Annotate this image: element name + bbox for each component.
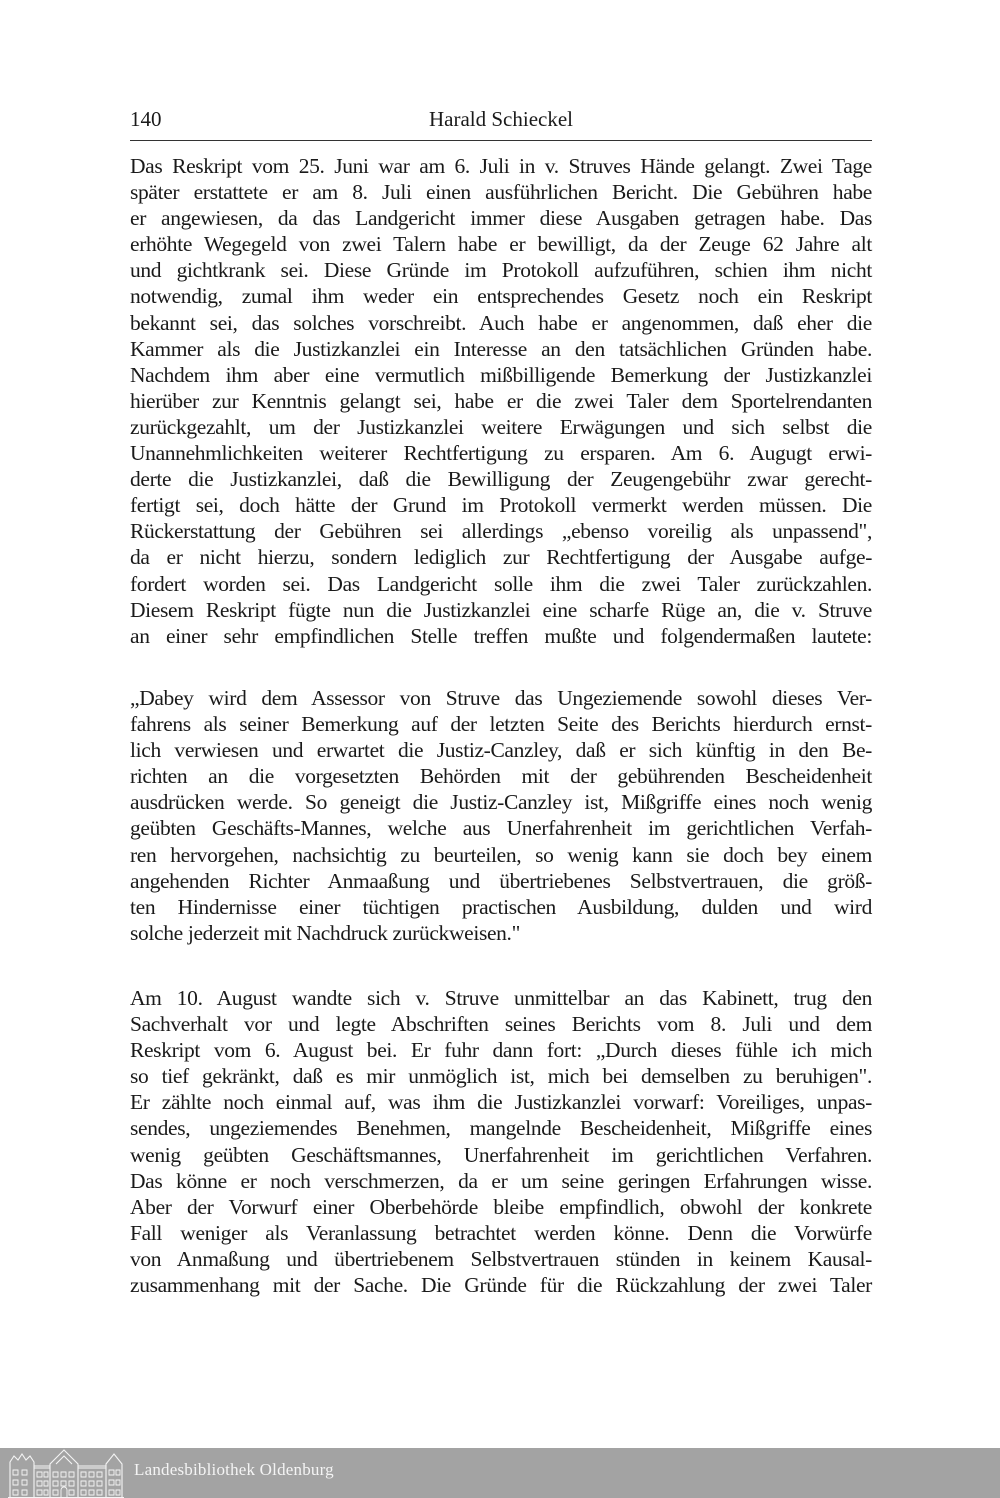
- library-building-icon: [6, 1448, 126, 1498]
- text-line: Rückerstattung der Gebühren sei allerdings „ebenso voreilig als unpassend",: [130, 519, 872, 544]
- text-line: bekannt sei, das solches vorschreibt. Auch habe er angenommen, daß eher die: [130, 310, 872, 335]
- text-line: wenig geübten Geschäftsmannes, Unerfahrenheit im gerichtlichen Verfahren.: [130, 1142, 872, 1167]
- text-line: und gichtkrank sei. Diese Gründe im Protokoll aufzuführen, schien ihm nicht: [130, 258, 872, 283]
- quote-line: fahrens als seiner Bemerkung auf der letzten Seite des Berichts hierdurch ernst-: [130, 712, 872, 737]
- text-line: Nachdem ihm aber eine vermutlich mißbilligende Bemerkung der Justizkanzlei: [130, 362, 872, 387]
- text-line: notwendig, zumal ihm weder ein entsprechendes Gesetz noch ein Reskript: [130, 284, 872, 309]
- quote-line: richten an die vorgesetzten Behörden mit der gebührenden Bescheidenheit: [130, 764, 872, 789]
- quote-line: ausdrücken werde. So geneigt die Justiz-Canzley ist, Mißgriffe eines noch wenig: [130, 790, 872, 815]
- text-line: Diesem Reskript fügte nun die Justizkanzlei eine scharfe Rüge an, die v. Struve: [130, 597, 872, 622]
- text-line: Kammer als die Justizkanzlei ein Interesse an den tatsächlichen Gründen habe.: [130, 336, 872, 361]
- text-line: fordert worden sei. Das Landgericht solle ihm die zwei Taler zurückzahlen.: [130, 571, 872, 596]
- quote-line: ten Hindernisse einer tüchtigen practischen Ausbildung, dulden und wird: [130, 894, 872, 919]
- quote-line: solche jederzeit mit Nachdruck zurückweisen.": [130, 920, 521, 945]
- text-line: Am 10. August wandte sich v. Struve unmittelbar an das Kabinett, trug den: [130, 986, 872, 1010]
- text-line: da er nicht hierzu, sondern lediglich zur Rechtfertigung der Ausgabe aufge-: [130, 545, 872, 570]
- text-line: an einer sehr empfindlichen Stelle treffen mußte und folgendermaßen lautete:: [130, 623, 872, 648]
- text-line: hierüber zur Kenntnis gelangt sei, habe er die zwei Taler dem Sportelrendanten: [130, 388, 872, 413]
- text-line: zusammenhang mit der Sache. Die Gründe für die Rückzahlung der zwei Taler: [130, 1273, 872, 1298]
- page-number: 140: [130, 107, 162, 131]
- text-line: sendes, ungeziemendes Benehmen, mangelnde Bescheidenheit, Mißgriffe eines: [130, 1116, 872, 1141]
- text-line: Das Reskript vom 25. Juni war am 6. Juli in v. Struves Hände gelangt. Zwei Tage: [130, 154, 872, 178]
- text-line: Er zählte noch einmal auf, was ihm die Justizkanzlei vorwarf: Voreiliges, unpas-: [130, 1090, 872, 1115]
- text-line: Fall weniger als Veranlassung betrachtet werden könne. Denn die Vorwürfe: [130, 1220, 872, 1245]
- quote-line: ren hervorgehen, nachsichtig zu beurteilen, so wenig kann sie doch bey einem: [130, 842, 872, 867]
- text-line: Aber der Vorwurf einer Oberbehörde bleibe empfindlich, obwohl der konkrete: [130, 1194, 872, 1219]
- paragraph-2: [130, 985, 872, 1298]
- text-line: später erstattete er am 8. Juli einen ausführlichen Bericht. Die Gebühren habe: [130, 180, 872, 205]
- quote-line: angehenden Richter Anmaaßung und übertriebenes Selbstvertrauen, die größ-: [130, 868, 872, 893]
- text-line: derte die Justizkanzlei, daß die Bewilligung der Zeugengebühr zwar gerecht-: [130, 467, 872, 492]
- text-line: von Anmaßung und übertriebenem Selbstvertrauen stünden in keinem Kausal-: [130, 1246, 872, 1271]
- text-line: er angewiesen, da das Landgericht immer diese Ausgaben getragen habe. Das: [130, 206, 872, 231]
- paragraph-1: [130, 153, 872, 649]
- running-header: [130, 104, 872, 134]
- text-line: Sachverhalt vor und legte Abschriften seines Berichts vom 8. Juli und dem: [130, 1012, 872, 1037]
- quote-line: „Dabey wird dem Assessor von Struve das Ungeziemende sowohl dieses Ver-: [130, 686, 872, 710]
- quote-line: lich verwiesen und erwartet die Justiz-Canzley, daß er sich künftig in den Be-: [130, 738, 872, 763]
- text-line: Unannehmlichkeiten weiterer Rechtfertigung zu ersparen. Am 6. Augugt erwi-: [130, 441, 872, 466]
- text-line: fertigt sei, doch hätte der Grund im Protokoll vermerkt werden müssen. Die: [130, 493, 872, 518]
- block-quote: [130, 685, 872, 946]
- text-line: so tief gekränkt, daß es mir unmöglich ist, mich bei demselben zu beruhigen".: [130, 1064, 872, 1089]
- quote-line: geübten Geschäfts-Mannes, welche aus Unerfahrenheit im gerichtlichen Verfah-: [130, 816, 872, 841]
- library-name: Landesbibliothek Oldenburg: [134, 1460, 334, 1479]
- header-rule: [130, 140, 872, 141]
- text-line: zurückgezahlt, um der Justizkanzlei weitere Erwägungen und sich selbst die: [130, 414, 872, 439]
- running-title: Harald Schieckel: [428, 107, 574, 131]
- footer-bar: [0, 1448, 1000, 1498]
- text-line: Reskript vom 6. August bei. Er fuhr dann fort: „Durch dieses fühle ich mich: [130, 1038, 872, 1063]
- text-line: Das könne er noch verschmerzen, da er um seine geringen Erfahrungen wisse.: [130, 1168, 872, 1193]
- text-line: erhöhte Wegegeld von zwei Talern habe er bewilligt, da der Zeuge 62 Jahre alt: [130, 232, 872, 257]
